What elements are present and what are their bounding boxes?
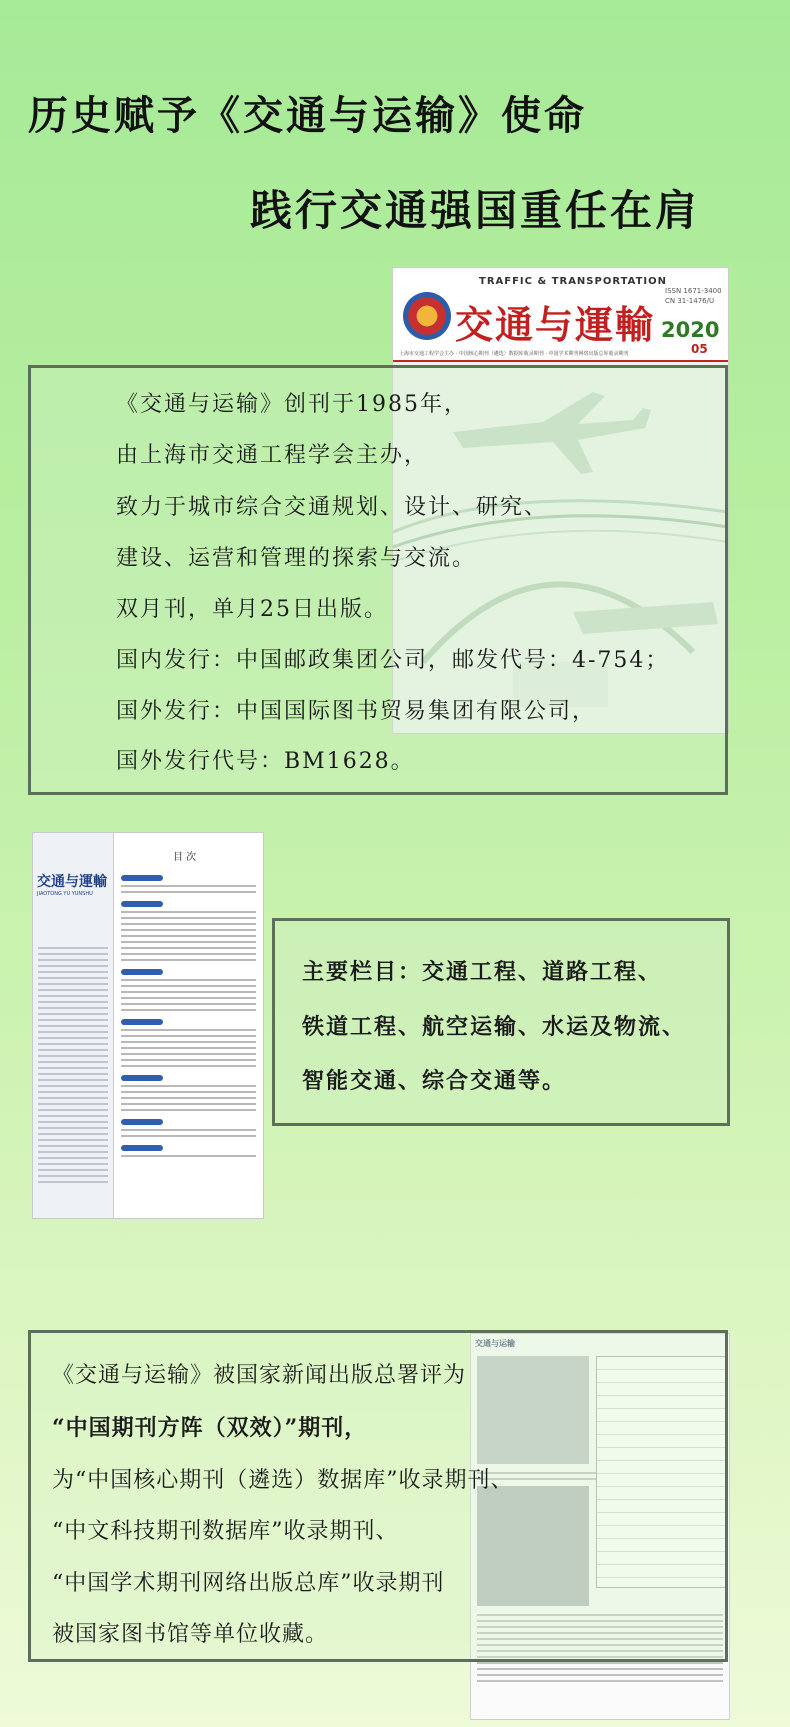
cover-sponsor-line: 上海市交通工程学会主办 · 中国核心期刊（遴选）数据库收录期刊 · 中国学术期刊网络出版总库收录期刊	[399, 351, 629, 357]
toc-sidebar	[33, 833, 114, 1218]
recognition-line: “中文科技期刊数据库”收录期刊、	[52, 1519, 399, 1544]
intro-line: 国内发行：中国邮政集团公司，邮发代号：4-754；	[116, 648, 670, 673]
cover-cn-number: CN 31-1476/U	[665, 297, 715, 305]
table-of-contents-image	[32, 832, 264, 1219]
article-page-header: 交通与运输	[475, 1338, 515, 1348]
columns-line: 智能交通、综合交通等。	[302, 1068, 567, 1094]
recognition-line: 《交通与运输》被国家新闻出版总署评为	[52, 1363, 467, 1388]
headline-line-1: 历史赋予《交通与运输》使命	[28, 92, 587, 139]
columns-line: 主要栏目：交通工程、道路工程、	[302, 959, 663, 985]
journal-logo-icon	[403, 292, 451, 340]
cover-issn-number: ISSN 1671-3400	[665, 287, 722, 295]
cover-chinese-title: 交通与運輸	[455, 302, 656, 347]
recognition-line: 被国家图书馆等单位收藏。	[52, 1622, 329, 1647]
cover-issn	[665, 286, 722, 306]
cover-masthead	[393, 268, 728, 362]
intro-box	[28, 365, 728, 795]
intro-line: 致力于城市综合交通规划、设计、研究、	[116, 495, 549, 520]
intro-line: 国外发行代号：BM1628。	[116, 749, 415, 774]
toc-journal-title: 交通与運輸	[37, 874, 107, 890]
columns-line: 铁道工程、航空运输、水运及物流、	[302, 1014, 687, 1040]
intro-line: 建设、运营和管理的探索与交流。	[116, 546, 477, 571]
toc-entries	[121, 867, 256, 1161]
headline-line-2: 践行交通强国重任在肩	[250, 186, 701, 235]
cover-year: 2020	[661, 318, 720, 342]
toc-sidebar-text	[38, 943, 108, 1187]
cover-english-title: TRAFFIC & TRANSPORTATION	[479, 276, 667, 287]
intro-line: 《交通与运输》创刊于1985年，	[116, 392, 468, 417]
recognition-line: “中国期刊方阵（双效）”期刊，	[52, 1415, 368, 1441]
cover-issue-number: 05	[691, 342, 708, 356]
intro-line: 国外发行：中国国际图书贸易集团有限公司，	[116, 699, 597, 724]
recognition-line: 为“中国核心期刊（遴选）数据库”收录期刊、	[52, 1468, 514, 1493]
toc-journal-pinyin: JIAOTONG YU YUNSHU	[37, 891, 93, 897]
recognition-line: “中国学术期刊网络出版总库”收录期刊	[52, 1571, 445, 1596]
intro-line: 双月刊，单月25日出版。	[116, 597, 388, 622]
intro-line: 由上海市交通工程学会主办，	[116, 443, 429, 468]
toc-heading: 目 次	[173, 852, 197, 863]
